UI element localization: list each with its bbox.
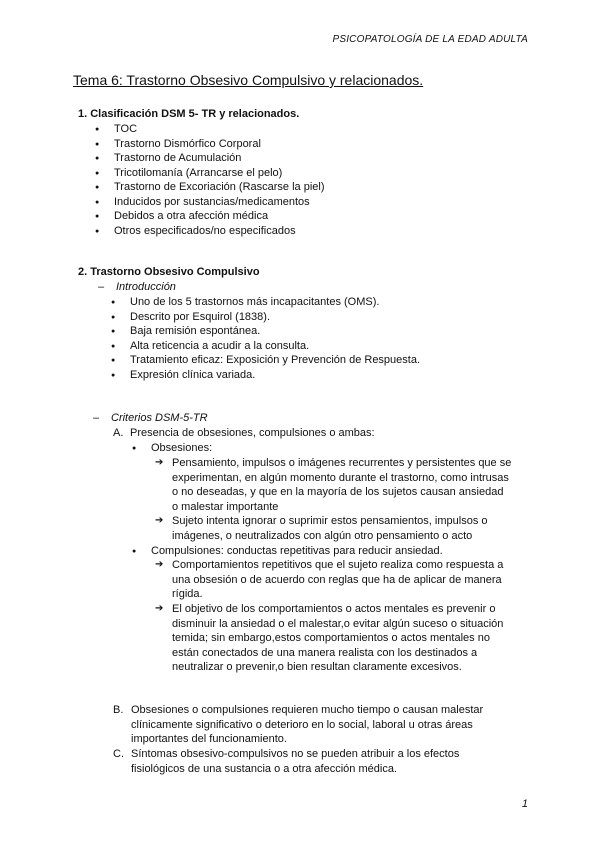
list-item: ● Descrito por Esquirol (1838). [130,310,270,325]
section-2-heading: 2. Trastorno Obsesivo Compulsivo [78,266,260,278]
list-item: ● Tratamiento eficaz: Exposición y Prevención de Respuesta. [130,353,420,368]
list-item: ➔ Sujeto intenta ignorar o suprimir estos pensamientos, impulsos o imágenes, o neutralizados con algún otro pensamiento o acto [172,514,512,543]
page-title: Tema 6: Trastorno Obsesivo Compulsivo y relacionados. [73,72,424,88]
list-item: ● Uno de los 5 trastornos más incapacitantes (OMS). [130,295,379,310]
criterion-c-marker: C. [113,748,124,760]
list-item: ● TOC [114,122,137,137]
criterion-a-text: Presencia de obsesiones, compulsiones o ambas: [130,427,375,439]
list-item: ● Expresión clínica variada. [130,368,255,383]
obsesiones-label: ● Obsesiones: [151,441,212,456]
list-item: ➔ Pensamiento, impulsos o imágenes recurrentes y persistentes que se experimentan, en algún momento durante el trastorno, como intrusas o no deseadas, y que en la mayoría de los sujetos causan ansiedad o malestar importante [172,456,512,514]
list-item: ● Debidos a otra afección médica [114,209,268,224]
criterion-b-text: Obsesiones o compulsiones requieren mucho tiempo o causan malestar clínicamente significativo o deterioro en lo social, laboral u otras áreas importantes del funcionamiento. [131,704,484,746]
list-item: ➔ El objetivo de los comportamientos o actos mentales es prevenir o disminuir la ansiedad o el malestar,o evitar algún suceso o situación temida; sin embargo,estos comportamientos o actos mentales no están conectados de una manera realista con los destinados a neutralizar o prevenir,o bien resultan claramente excesivos. [172,602,518,675]
compulsiones-label: ● Compulsiones: conductas repetitivas para reducir ansiedad. [151,544,443,559]
criterion-c-text: Síntomas obsesivo-compulsivos no se pueden atribuir a los efectos fisiológicos de una sustancia o a otra afección médica. [131,748,460,775]
running-header: PSICOPATOLOGÍA DE LA EDAD ADULTA [332,34,528,45]
intro-label: – Introducción [116,280,176,295]
list-item: ➔ Comportamientos repetitivos que el sujeto realiza como respuesta a una obsesión o de acuerdo con reglas que ha de aplicar de manera rígida. [172,558,512,602]
criterion-a-marker: A. [113,427,124,439]
list-item: ● Alta reticencia a acudir a la consulta. [130,339,309,354]
list-item: ● Baja remisión espontánea. [130,324,260,339]
list-item: ● Trastorno Dismórfico Corporal [114,137,261,152]
criteria-label: – Criterios DSM-5-TR [111,411,208,426]
page-number: 1 [521,798,528,810]
list-item: ● Inducidos por sustancias/medicamentos [114,195,310,210]
list-item: ● Trastorno de Acumulación [114,151,241,166]
list-item: ● Otros especificados/no especificados [114,224,296,239]
criterion-b-marker: B. [113,704,124,716]
list-item: ● Tricotilomanía (Arrancarse el pelo) [114,166,282,181]
list-item: ● Trastorno de Excoriación (Rascarse la piel) [114,180,325,195]
section-1-heading: 1. Clasificación DSM 5- TR y relacionados. [78,108,300,120]
